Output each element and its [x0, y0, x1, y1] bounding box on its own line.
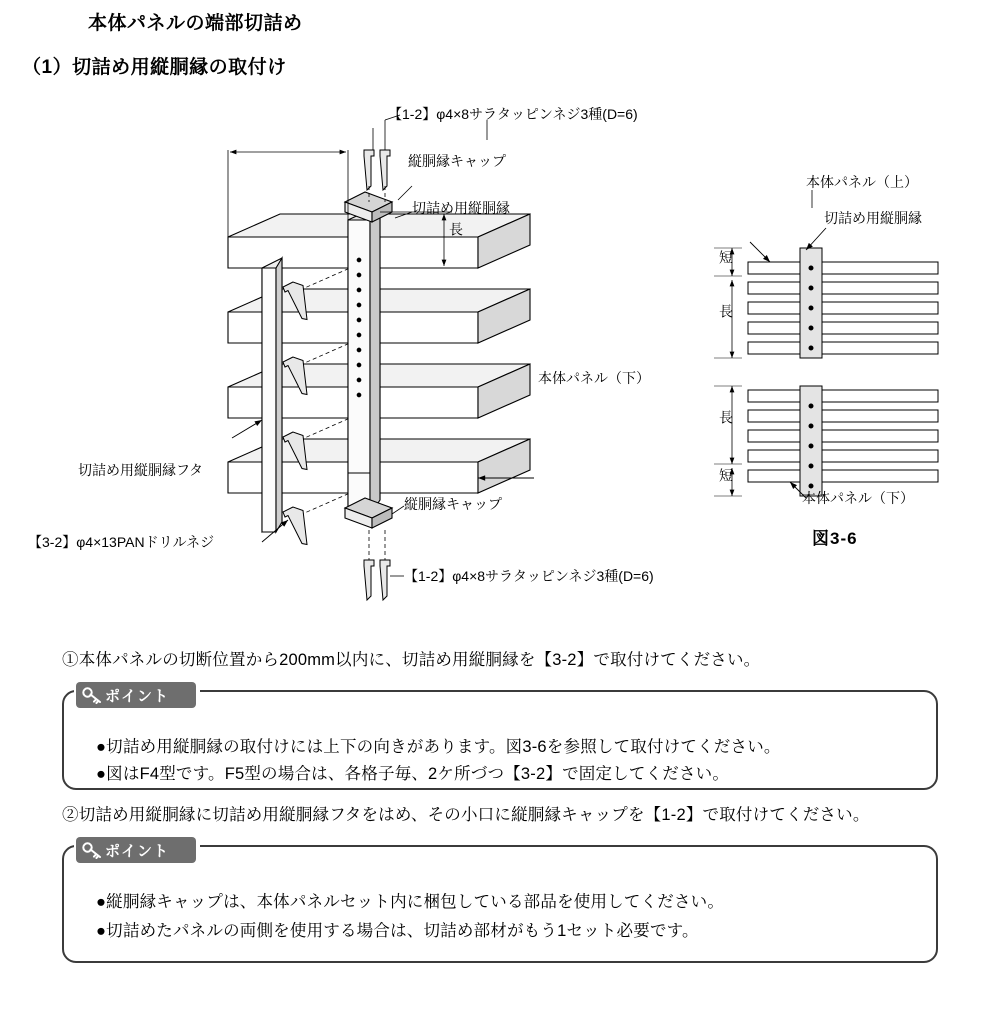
- label-right-panel-upper: 本体パネル（上）: [806, 174, 918, 190]
- point-tab-1: [76, 682, 196, 708]
- label-right-tan-2: 短: [718, 468, 734, 482]
- label-screw-top: 【1-2】φ4×8サラタッピンネジ3種(D=6): [388, 106, 638, 122]
- label-right-naga-2: 長: [718, 410, 734, 424]
- label-tategagari-top: 切詰め用縦胴縁: [412, 200, 510, 216]
- point-2-line-2: ●切詰めたパネルの両側を使用する場合は、切詰め部材がもう1セット必要です。: [96, 922, 699, 940]
- label-screw-bottom: 【1-2】φ4×8サラタッピンネジ3種(D=6): [404, 568, 654, 584]
- figure-caption: 図3-6: [812, 529, 858, 548]
- assembly-figure: [0, 90, 1000, 635]
- section-title: （1）切詰め用縦胴縁の取付け: [22, 57, 287, 78]
- label-naga-top: 長: [448, 222, 464, 236]
- point-1-line-2: ●図はF4型です。F5型の場合は、各格子毎、2ケ所づつ【3-2】で固定してください。: [96, 765, 730, 783]
- point-tab-label-1: ポイント: [105, 687, 170, 705]
- point-2-line-1: ●縦胴縁キャップは、本体パネルセット内に梱包している部品を使用してください。: [96, 893, 725, 911]
- step-1-text: ①本体パネルの切断位置から200mm以内に、切詰め用縦胴縁を【3-2】で取付けてください。: [62, 651, 761, 669]
- label-screw-left: 【3-2】φ4×13PANドリルネジ: [28, 534, 215, 550]
- point-tab-2: [76, 837, 196, 863]
- point-tab-label-2: ポイント: [105, 842, 170, 860]
- page-title: 本体パネルの端部切詰め: [88, 13, 303, 34]
- label-cap-bottom: 縦胴縁キャップ: [404, 496, 502, 512]
- label-futa: 切詰め用縦胴縁フタ: [78, 462, 204, 478]
- step-2-text: ②切詰め用縦胴縁に切詰め用縦胴縁フタをはめ、その小口に縦胴縁キャップを【1-2】で取付けてください。: [62, 806, 870, 824]
- label-right-tategagari: 切詰め用縦胴縁: [824, 210, 922, 226]
- label-cap-top: 縦胴縁キャップ: [408, 153, 506, 169]
- label-right-tan-1: 短: [718, 250, 734, 264]
- point-1-line-1: ●切詰め用縦胴縁の取付けには上下の向きがあります。図3-6を参照して取付けてください。: [96, 738, 781, 756]
- label-right-panel-lower: 本体パネル（下）: [802, 490, 914, 506]
- label-right-naga-1: 長: [718, 304, 734, 318]
- key-icon: [82, 841, 102, 859]
- label-panel-lower: 本体パネル（下）: [538, 370, 650, 386]
- key-icon: [82, 686, 102, 704]
